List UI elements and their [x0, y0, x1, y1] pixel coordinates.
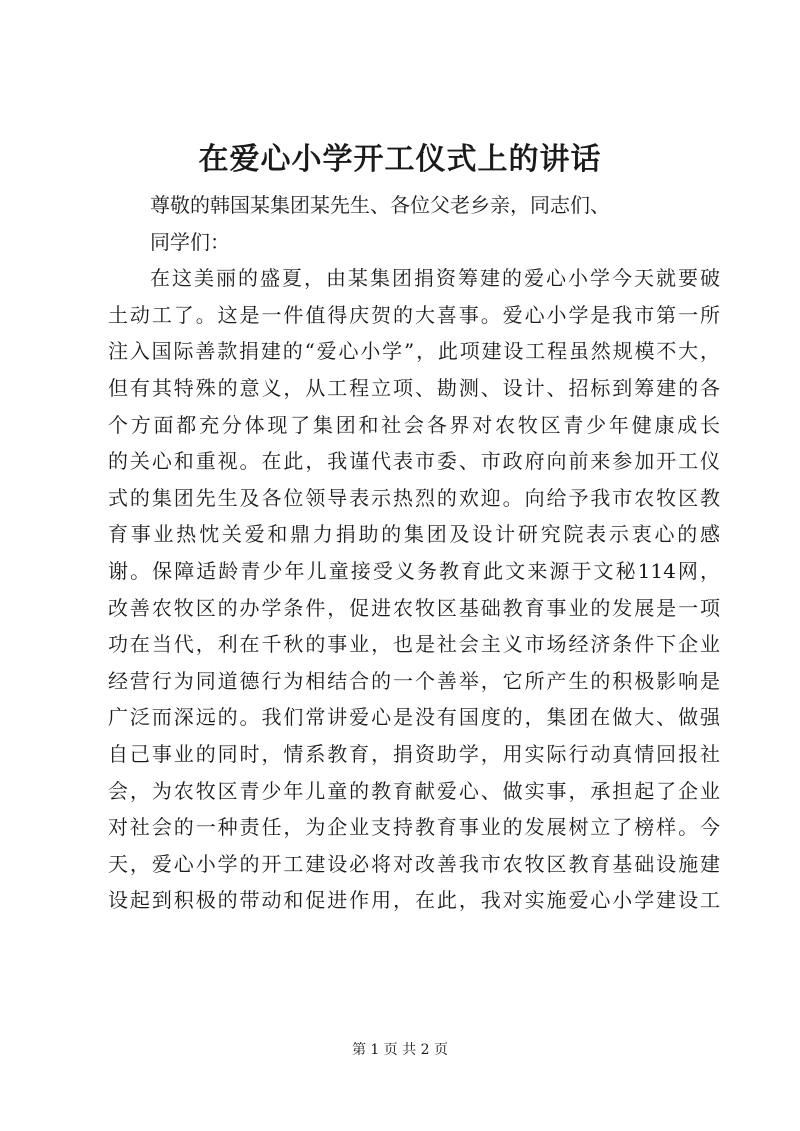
body-line: 自己事业的同时，情系教育，捐资助学，用实际行动真情回报社	[108, 741, 720, 766]
body-line: 经营行为同道德行为相结合的一个善举，它所产生的积极影响是	[108, 668, 720, 693]
salutation-line-2: 同学们：	[150, 229, 230, 254]
document-title: 在爱心小学开工仪式上的讲话	[198, 142, 602, 177]
body-line: 天，爱心小学的开工建设必将对改善我市农牧区教育基础设施建	[108, 851, 720, 876]
body-line: 个方面都充分体现了集团和社会各界对农牧区青少年健康成长	[108, 412, 720, 437]
body-line: 谢。保障适龄青少年儿童接受义务教育此文来源于文秘114网，	[108, 558, 720, 583]
body-line: 式的集团先生及各位领导表示热烈的欢迎。向给予我市农牧区教	[108, 485, 720, 510]
body-line: 设起到积极的带动和促进作用，在此，我对实施爱心小学建设工	[108, 888, 720, 913]
salutation-line-1: 尊敬的韩国某集团某先生、各位父老乡亲，同志们、	[150, 193, 610, 217]
body-line: 改善农牧区的办学条件，促进农牧区基础教育事业的发展是一项	[108, 595, 720, 620]
document-body	[108, 187, 720, 919]
body-line: 广泛而深远的。我们常讲爱心是没有国度的，集团在做大、做强	[108, 705, 720, 730]
body-line: 的关心和重视。在此，我谨代表市委、市政府向前来参加开工仪	[108, 449, 720, 474]
body-line: 对社会的一种责任，为企业支持教育事业的发展树立了榜样。今	[108, 815, 720, 840]
body-line: 功在当代，利在千秋的事业，也是社会主义市场经济条件下企业	[108, 632, 720, 657]
body-line: 土动工了。这是一件值得庆贺的大喜事。爱心小学是我市第一所	[108, 302, 720, 327]
body-line: 注入国际善款捐建的“爱心小学”，此项建设工程虽然规模不大，	[108, 339, 720, 364]
page-number-footer: 第 1 页 共 2 页	[351, 1042, 449, 1058]
body-line: 但有其特殊的意义，从工程立项、勘测、设计、招标到筹建的各	[108, 375, 720, 400]
body-line: 在这美丽的盛夏，由某集团捐资筹建的爱心小学今天就要破	[150, 266, 720, 291]
body-line: 育事业热忱关爱和鼎力捐助的集团及设计研究院表示衷心的感	[108, 522, 720, 547]
body-line: 会，为农牧区青少年儿童的教育献爱心、做实事，承担起了企业	[108, 778, 720, 803]
